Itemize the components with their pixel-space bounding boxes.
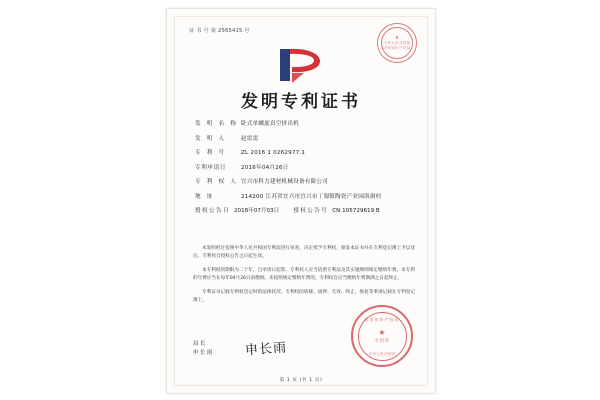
- field-row-inventor: [195, 134, 415, 142]
- field-row-invention-name: [195, 119, 415, 127]
- right-margin: [434, 0, 600, 400]
- field-row-grant-announcement: [195, 206, 415, 214]
- seal-star-icon: ★: [394, 35, 400, 42]
- seal-center-text: 专用章: [374, 338, 390, 344]
- field-label: 发 明 名 称: [195, 121, 239, 127]
- field-row-patentee: [195, 177, 415, 185]
- field-label: 专 利 号: [195, 150, 227, 156]
- body-paragraph-3: 专利证书记载专利权登记时的法律状况。专利权的转移、质押、无效、终止、恢复等事项记载在专利登记簿上。: [193, 289, 415, 304]
- handwritten-signature: 申长雨: [244, 340, 288, 359]
- field-row-address: [195, 192, 415, 200]
- field-label: 发 明 人: [195, 135, 227, 142]
- grant-date-group: [195, 206, 279, 214]
- field-value: ZL 2016 1 0262977.1: [241, 150, 306, 156]
- grant-date-value: 2018年07月03日: [233, 208, 280, 214]
- page-footer: 第 1 页 (共 1 页): [279, 378, 323, 383]
- seal-bottom-text: 中华人民共和国: [368, 351, 396, 356]
- certificate-fields: [195, 119, 415, 221]
- left-margin: [0, 0, 166, 400]
- field-row-patent-number: [195, 148, 415, 156]
- body-paragraph-2: 本专利权的期限为二十年，自申请日起算。专利权人应当依照专利法及其实施细则规定缴纳年费。本专利的年费应当在每年04月26日前缴纳。未按照规定缴纳年费的，专利权自应当缴纳年费期满之日起终止。: [193, 267, 415, 282]
- grant-number-value: CN 105729619 B: [332, 208, 380, 214]
- grant-number-label: 授权公告号: [293, 208, 329, 214]
- field-row-application-date: [195, 163, 415, 171]
- field-label: 专利申请日: [195, 164, 226, 171]
- patent-emblem-icon: [274, 45, 328, 85]
- grant-date-label: 授权公告日: [195, 208, 230, 214]
- patent-certificate: [166, 8, 436, 394]
- certificate-serial-number: 证 书 号 第 2565415 号: [189, 28, 250, 34]
- grant-number-group: [293, 206, 380, 214]
- field-value: 宜兴市科力建材机械设备有限公司: [241, 179, 328, 185]
- seal-top-text: 国家知识产权局: [364, 316, 400, 322]
- field-value: 2016年04月26日: [241, 164, 289, 171]
- field-value: 赵雷雷: [241, 135, 259, 142]
- top-seal-text: 中华人民共和国国家知识产权局: [383, 41, 411, 50]
- field-label: 专 利 权 人: [195, 179, 239, 185]
- signatory-title-line1: 局长: [193, 341, 207, 348]
- field-value: 214200 江苏省宜兴市宜兴市丁蜀镇陶瓷产业园洛涧村: [241, 193, 382, 200]
- field-label: 地 址: [195, 193, 215, 200]
- certificate-body-text: [193, 245, 415, 311]
- body-paragraph-1: 本发明经过依照中华人民共和国专利法进行审查，决定授予专利权，颁发本证书并在专利登记簿上予以登记。专利权自授权公告之日起生效。: [193, 246, 415, 260]
- page-title: 发明专利证书: [241, 92, 361, 112]
- top-right-seal-icon: [377, 23, 417, 63]
- official-red-seal-icon: [351, 305, 413, 367]
- signatory-title-line2: 申长雨: [193, 349, 214, 356]
- seal-center-star-icon: ★: [378, 327, 386, 337]
- field-value: 卧式单螺旋真空挤出机: [241, 121, 299, 127]
